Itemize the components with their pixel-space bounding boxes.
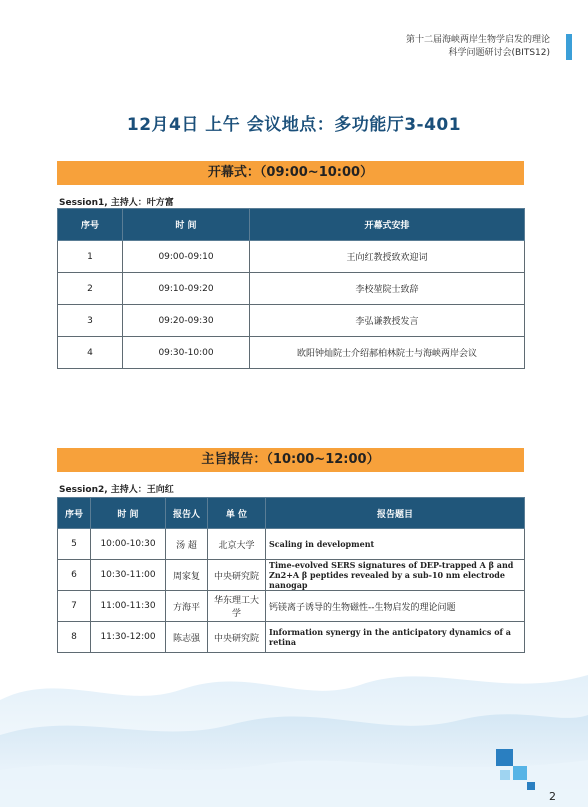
- opening-session-label: Session1, 主持人：叶方富: [59, 198, 174, 208]
- conference-header-line2: 科学问题研讨会(BITS12): [448, 48, 550, 58]
- opening-table: [57, 208, 525, 369]
- row-unit: 北京大学: [208, 529, 266, 560]
- table-row: [58, 529, 525, 560]
- col-header-title: 报告题目: [266, 498, 525, 529]
- row-no: 1: [58, 241, 123, 273]
- row-item: 李校堃院士致辞: [250, 273, 525, 305]
- row-speaker: 陈志强: [166, 622, 208, 653]
- row-no: 8: [58, 622, 91, 653]
- row-no: 4: [58, 337, 123, 369]
- row-title: Time-evolved SERS signatures of DEP-trapped A β and Zn2+A β peptides revealed by a sub-10 nm electrode nanogap: [266, 560, 525, 591]
- row-item: 欧阳钟灿院士介绍郝柏林院士与海峡两岸会议: [250, 337, 525, 369]
- row-time: 09:30-10:00: [123, 337, 250, 369]
- keynote-table: [57, 497, 525, 653]
- col-header-item: 开幕式安排: [250, 209, 525, 241]
- keynote-table-header: [58, 498, 525, 529]
- row-no: 2: [58, 273, 123, 305]
- row-unit: 华东理工大学: [208, 591, 266, 622]
- keynote-banner: 主旨报告：（10:00~12:00）: [57, 448, 524, 472]
- row-speaker: 周家复: [166, 560, 208, 591]
- opening-table-header: [58, 209, 525, 241]
- date-venue-title: 12月4日 上午 会议地点：多功能厅3-401: [126, 115, 462, 135]
- col-header-time: 时 间: [123, 209, 250, 241]
- row-item: 李弘谦教授发言: [250, 305, 525, 337]
- conference-header: [330, 34, 550, 60]
- row-speaker: 汤 超: [166, 529, 208, 560]
- decor-square-icon: [527, 782, 535, 790]
- opening-banner: 开幕式：（09:00~10:00）: [57, 161, 524, 185]
- decor-square-icon: [496, 749, 513, 766]
- row-unit: 中央研究院: [208, 622, 266, 653]
- row-speaker: 方海平: [166, 591, 208, 622]
- row-no: 7: [58, 591, 91, 622]
- page-number: 2: [549, 790, 556, 803]
- col-header-speaker: 报告人: [166, 498, 208, 529]
- decor-square-icon: [513, 766, 527, 780]
- table-row: [58, 591, 525, 622]
- table-row: [58, 273, 525, 305]
- col-header-time: 时 间: [91, 498, 166, 529]
- decor-square-icon: [500, 770, 510, 780]
- row-no: 6: [58, 560, 91, 591]
- table-row: [58, 337, 525, 369]
- col-header-no: 序号: [58, 498, 91, 529]
- table-row: [58, 305, 525, 337]
- mountain-background: [0, 640, 588, 807]
- row-time: 11:30-12:00: [91, 622, 166, 653]
- conference-header-line1: 第十二届海峡两岸生物学启发的理论: [405, 35, 550, 45]
- row-time: 10:30-11:00: [91, 560, 166, 591]
- row-title: Information synergy in the anticipatory dynamics of a retina: [266, 622, 525, 653]
- row-time: 10:00-10:30: [91, 529, 166, 560]
- table-row: [58, 560, 525, 591]
- row-no: 5: [58, 529, 91, 560]
- row-unit: 中央研究院: [208, 560, 266, 591]
- header-accent-bar: [566, 34, 572, 60]
- row-title: 钙镁离子诱导的生物磁性--生物启发的理论问题: [266, 591, 525, 622]
- row-title: Scaling in development: [266, 529, 525, 560]
- col-header-no: 序号: [58, 209, 123, 241]
- row-time: 11:00-11:30: [91, 591, 166, 622]
- row-time: 09:10-09:20: [123, 273, 250, 305]
- table-row: [58, 241, 525, 273]
- keynote-session-label: Session2, 主持人：王向红: [59, 485, 174, 495]
- row-time: 09:00-09:10: [123, 241, 250, 273]
- row-time: 09:20-09:30: [123, 305, 250, 337]
- row-item: 王向红教授致欢迎词: [250, 241, 525, 273]
- col-header-unit: 单 位: [208, 498, 266, 529]
- row-no: 3: [58, 305, 123, 337]
